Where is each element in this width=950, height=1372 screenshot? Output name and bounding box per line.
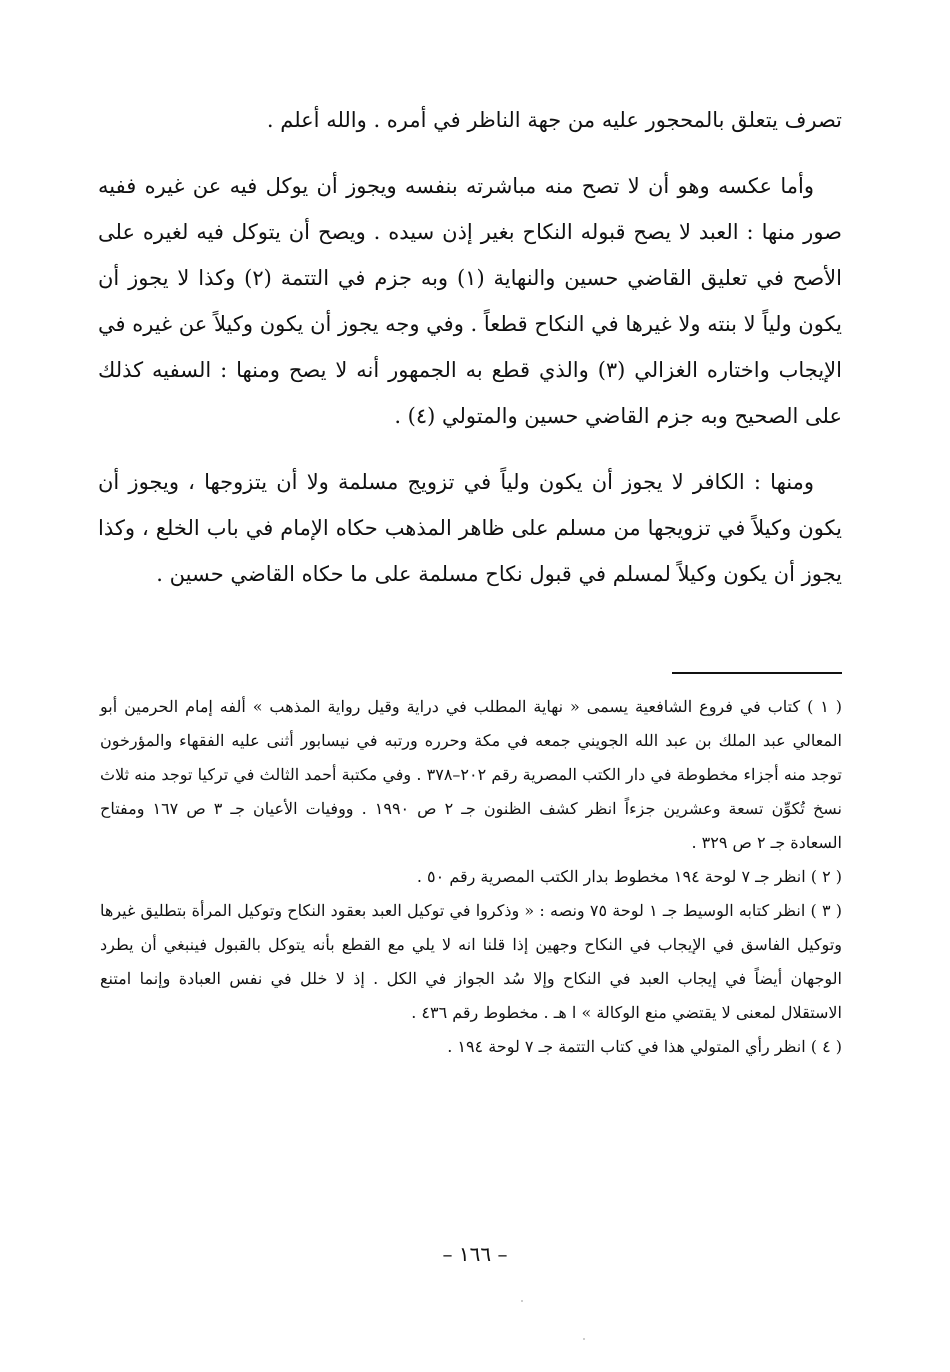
footnote-3 — [100, 894, 842, 1030]
footnote-text: انظر جـ ٧ لوحة ١٩٤ مخطوط بدار الكتب المصرية رقم ٥٠ . — [416, 867, 806, 886]
footnote-number: ( ١ ) — [807, 697, 843, 716]
footnote-1 — [100, 690, 842, 860]
scan-speck — [583, 1338, 585, 1340]
footnote-2 — [100, 860, 842, 894]
footnote-number: ( ٣ ) — [810, 901, 843, 920]
footnote-separator — [672, 672, 842, 674]
paragraph: ومنها : الكافر لا يجوز أن يكون ولياً في تزويج مسلمة ولا أن يتزوجها ، ويجوز أن يكون وكيلاً في تزويجها من مسلم على ظاهر المذهب حكاه الإمام في باب الخلع ، وكذا يجوز أن يكون وكيلاً لمسلم في قبول نكاح مسلمة على ما حكاه القاضي حسين . — [98, 470, 842, 586]
scan-speck — [521, 1300, 523, 1302]
footnote-4 — [100, 1030, 842, 1064]
footnote-number: ( ٢ ) — [810, 867, 842, 886]
footnotes — [100, 690, 842, 1064]
footnote-text: كتاب في فروع الشافعية يسمى « نهاية المطلب في دراية وقيل رواية المذهب » ألفه إمام الحرمين أبو المعالي عبد الملك بن عبد الله الجويني جمعه في مكة وحرره ورتبه في نيسابور أثنى عليه الفقهاء والمؤرخون توجد منه أجزاء مخطوطة في دار الكتب المصرية رقم ٢٠٢–٣٧٨ . وفي مكتبة أحمد الثالث في تركيا توجد منه ثلاث نسخ تُكوِّن تسعة وعشرين جزءاً انظر كشف الظنون جـ ٢ ص ١٩٩٠ . ووفيات الأعيان جـ ٣ ص ١٦٧ ومفتاح السعادة جـ ٢ ص ٣٢٩ . — [100, 697, 842, 852]
page-number: – ١٦٦ – — [442, 1242, 508, 1266]
footnote-number: ( ٤ ) — [810, 1037, 842, 1056]
main-text — [98, 97, 842, 597]
footnote-text: انظر رأي المتولي هذا في كتاب التتمة جـ ٧ لوحة ١٩٤ . — [447, 1037, 806, 1056]
paragraph: تصرف يتعلق بالمحجور عليه من جهة الناظر في أمره . والله أعلم . — [266, 108, 842, 132]
paragraph: وأما عكسه وهو أن لا تصح منه مباشرته بنفسه ويجوز أن يوكل فيه عن غيره ففيه صور منها : العبد لا يصح قبوله النكاح بغير إذن سيده . ويصح أن يتوكل فيه لغيره على الأصح في تعليق القاضي حسين والنهاية (١) وبه جزم في التتمة (٢) وكذا لا يجوز أن يكون ولياً لا بنته ولا غيرها في النكاح قطعاً . وفي وجه يجوز أن يكون وكيلاً عن غيره في الإيجاب واختاره الغزالي (٣) والذي قطع به الجمهور أنه لا يصح ومنها : السفيه كذلك على الصحيح وبه جزم القاضي حسين والمتولي (٤) . — [98, 174, 842, 428]
footnote-text: انظر كتابه الوسيط جـ ١ لوحة ٧٥ ونصه : « وذكروا في توكيل العبد بعقود النكاح وتوكيل المرأة بتطليق غيرها وتوكيل الفاسق في الإيجاب في النكاح وجهين إذا قلنا انه لا يلي مع القطع بأنه يتوكل بالقبول فينبغي أن يطرد الوجهان أيضاً في إيجاب العبد في النكاح وإلا سُد الجواز في الكل . إذ لا خلل في نفس العبادة وإنما امتنع الاستقلال لمعنى لا يقتضي منع الوكالة » ا هـ . مخطوط رقم ٤٣٦ . — [100, 901, 842, 1022]
